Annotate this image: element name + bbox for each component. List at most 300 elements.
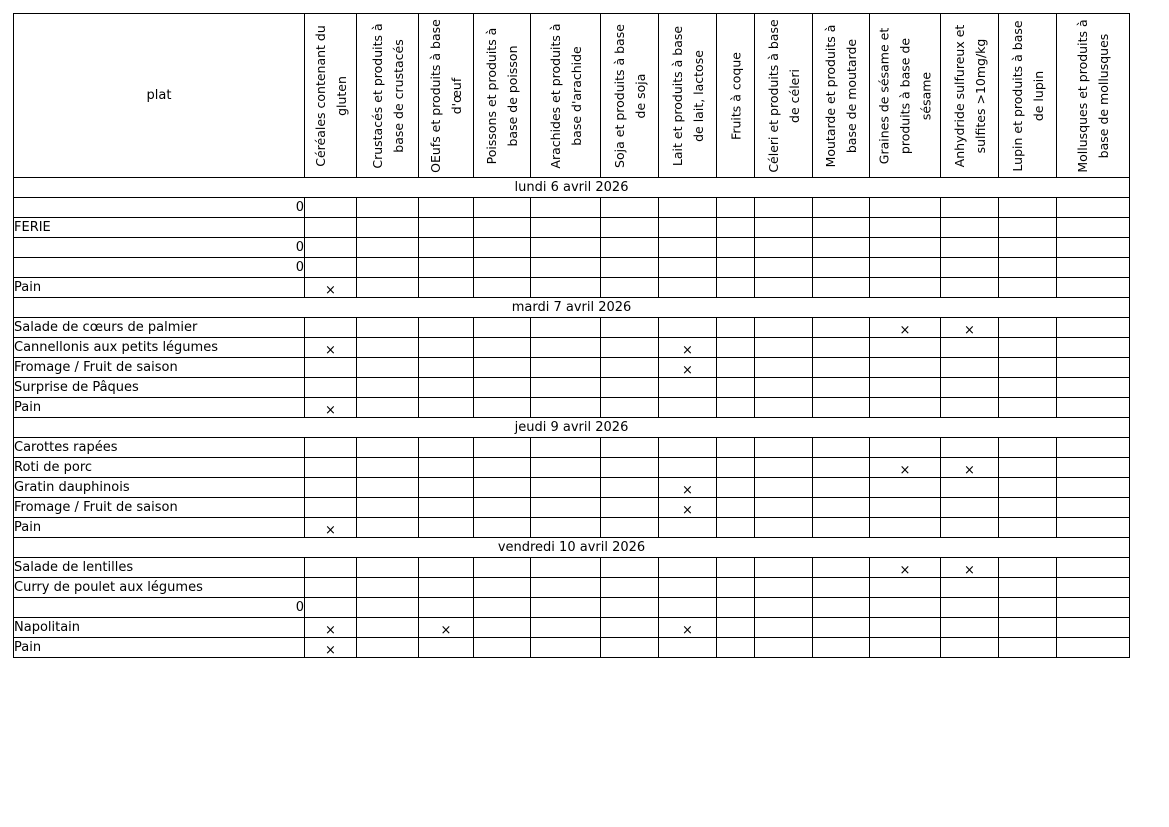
allergen-cell bbox=[755, 198, 813, 218]
allergen-cell bbox=[357, 338, 419, 358]
allergen-cell bbox=[813, 598, 870, 618]
allergen-cell bbox=[999, 478, 1057, 498]
allergen-cell bbox=[941, 378, 999, 398]
allergen-header bbox=[419, 14, 474, 178]
allergen-cell bbox=[870, 438, 941, 458]
allergen-cell bbox=[755, 378, 813, 398]
allergen-cell bbox=[531, 518, 601, 538]
allergen-cell bbox=[813, 438, 870, 458]
allergen-cell bbox=[813, 378, 870, 398]
allergen-cell bbox=[813, 398, 870, 418]
allergen-mark: × bbox=[305, 338, 357, 358]
allergen-cell bbox=[601, 558, 659, 578]
allergen-cell bbox=[870, 358, 941, 378]
allergen-cell bbox=[357, 358, 419, 378]
allergen-cell bbox=[474, 238, 531, 258]
dish-name: Fromage / Fruit de saison bbox=[14, 498, 305, 518]
table-row bbox=[14, 638, 1130, 658]
allergen-cell bbox=[419, 458, 474, 478]
allergen-cell bbox=[941, 358, 999, 378]
allergen-cell bbox=[717, 338, 755, 358]
allergen-cell bbox=[870, 518, 941, 538]
allergen-cell bbox=[755, 618, 813, 638]
allergen-cell bbox=[474, 518, 531, 538]
allergen-cell bbox=[755, 358, 813, 378]
allergen-cell bbox=[941, 278, 999, 298]
allergen-cell bbox=[531, 478, 601, 498]
allergen-cell bbox=[419, 318, 474, 338]
allergen-cell bbox=[531, 638, 601, 658]
allergen-cell bbox=[1057, 558, 1130, 578]
allergen-cell bbox=[659, 578, 717, 598]
allergen-header-label: Poissons et produits à base de poisson bbox=[484, 27, 520, 164]
table-row bbox=[14, 278, 1130, 298]
allergen-cell bbox=[870, 278, 941, 298]
dish-name: Gratin dauphinois bbox=[14, 478, 305, 498]
allergen-cell bbox=[659, 238, 717, 258]
allergen-cell bbox=[813, 218, 870, 238]
allergen-cell bbox=[601, 478, 659, 498]
allergen-cell bbox=[813, 238, 870, 258]
table-row bbox=[14, 558, 1130, 578]
allergen-cell bbox=[941, 518, 999, 538]
allergen-cell bbox=[755, 578, 813, 598]
allergen-cell bbox=[601, 198, 659, 218]
allergen-mark: × bbox=[305, 278, 357, 298]
allergen-cell bbox=[474, 558, 531, 578]
table-row bbox=[14, 398, 1130, 418]
dish-name: Pain bbox=[14, 638, 305, 658]
allergen-cell bbox=[717, 378, 755, 398]
allergen-mark: × bbox=[305, 638, 357, 658]
allergen-header-label: Fruits à coque bbox=[728, 51, 743, 140]
allergen-cell bbox=[813, 498, 870, 518]
allergen-cell bbox=[941, 618, 999, 638]
allergen-cell bbox=[1057, 578, 1130, 598]
allergen-cell bbox=[755, 318, 813, 338]
allergen-cell bbox=[419, 338, 474, 358]
allergen-cell bbox=[870, 618, 941, 638]
allergen-cell bbox=[305, 358, 357, 378]
allergen-cell bbox=[305, 458, 357, 478]
allergen-cell bbox=[474, 338, 531, 358]
allergen-cell bbox=[419, 478, 474, 498]
allergen-cell bbox=[357, 438, 419, 458]
allergen-cell bbox=[717, 358, 755, 378]
allergen-header bbox=[357, 14, 419, 178]
allergen-cell bbox=[531, 378, 601, 398]
allergen-cell bbox=[474, 598, 531, 618]
allergen-cell bbox=[357, 578, 419, 598]
dish-name: Carottes rapées bbox=[14, 438, 305, 458]
allergen-cell bbox=[1057, 338, 1130, 358]
table-row bbox=[14, 238, 1130, 258]
allergen-cell bbox=[717, 458, 755, 478]
allergen-cell bbox=[813, 358, 870, 378]
allergen-cell bbox=[941, 258, 999, 278]
table-row bbox=[14, 198, 1130, 218]
allergen-cell bbox=[659, 558, 717, 578]
allergen-cell bbox=[305, 318, 357, 338]
allergen-cell bbox=[870, 258, 941, 278]
allergen-cell bbox=[717, 438, 755, 458]
dish-name: 0 bbox=[14, 238, 305, 258]
allergen-cell bbox=[659, 218, 717, 238]
allergen-cell bbox=[305, 238, 357, 258]
allergen-mark: × bbox=[941, 458, 999, 478]
allergen-cell bbox=[601, 238, 659, 258]
table-row bbox=[14, 578, 1130, 598]
allergen-cell bbox=[601, 278, 659, 298]
allergen-cell bbox=[531, 338, 601, 358]
allergen-cell bbox=[999, 278, 1057, 298]
allergen-cell bbox=[305, 598, 357, 618]
allergen-cell bbox=[474, 638, 531, 658]
day-row bbox=[14, 178, 1130, 198]
allergen-cell bbox=[1057, 358, 1130, 378]
allergen-cell bbox=[357, 238, 419, 258]
allergen-mark: × bbox=[659, 358, 717, 378]
plat-header: plat bbox=[14, 14, 305, 178]
allergen-header-label: Graines de sésame et produits à base de sésame bbox=[876, 27, 934, 164]
table-row bbox=[14, 618, 1130, 638]
allergen-cell bbox=[474, 478, 531, 498]
allergen-cell bbox=[357, 398, 419, 418]
allergen-cell bbox=[870, 578, 941, 598]
day-label: vendredi 10 avril 2026 bbox=[14, 538, 1130, 558]
allergen-mark: × bbox=[659, 478, 717, 498]
allergen-cell bbox=[474, 398, 531, 418]
allergen-cell bbox=[717, 198, 755, 218]
table-row bbox=[14, 598, 1130, 618]
allergen-cell bbox=[531, 458, 601, 478]
allergen-header bbox=[1057, 14, 1130, 178]
allergen-cell bbox=[999, 558, 1057, 578]
allergen-cell bbox=[813, 478, 870, 498]
allergen-mark: × bbox=[659, 498, 717, 518]
allergen-cell bbox=[601, 338, 659, 358]
allergen-header-label: OEufs et produits à base d'œuf bbox=[428, 18, 464, 173]
day-label: jeudi 9 avril 2026 bbox=[14, 418, 1130, 438]
table-row bbox=[14, 478, 1130, 498]
allergen-cell bbox=[717, 218, 755, 238]
allergen-mark: × bbox=[870, 318, 941, 338]
allergen-cell bbox=[999, 438, 1057, 458]
allergen-cell bbox=[999, 238, 1057, 258]
allergen-cell bbox=[601, 378, 659, 398]
allergen-cell bbox=[659, 458, 717, 478]
allergen-cell bbox=[305, 258, 357, 278]
allergen-cell bbox=[531, 558, 601, 578]
allergen-cell bbox=[1057, 618, 1130, 638]
allergen-cell bbox=[357, 518, 419, 538]
allergen-header-label: Soja et produits à base de soja bbox=[611, 23, 648, 168]
allergen-cell bbox=[419, 358, 474, 378]
allergen-cell bbox=[474, 618, 531, 638]
allergen-cell bbox=[999, 458, 1057, 478]
allergen-mark: × bbox=[941, 558, 999, 578]
allergen-cell bbox=[474, 378, 531, 398]
allergen-header bbox=[870, 14, 941, 178]
allergen-mark: × bbox=[870, 558, 941, 578]
allergen-cell bbox=[813, 318, 870, 338]
table-row bbox=[14, 218, 1130, 238]
allergen-cell bbox=[474, 578, 531, 598]
allergen-cell bbox=[474, 218, 531, 238]
table-row bbox=[14, 338, 1130, 358]
allergen-cell bbox=[755, 558, 813, 578]
allergen-cell bbox=[474, 278, 531, 298]
allergen-cell bbox=[474, 198, 531, 218]
dish-name: Pain bbox=[14, 398, 305, 418]
allergen-cell bbox=[601, 638, 659, 658]
allergen-cell bbox=[999, 338, 1057, 358]
allergen-cell bbox=[941, 638, 999, 658]
allergen-cell bbox=[419, 598, 474, 618]
allergen-cell bbox=[357, 638, 419, 658]
allergen-mark: × bbox=[305, 398, 357, 418]
allergen-cell bbox=[813, 578, 870, 598]
allergen-cell bbox=[755, 398, 813, 418]
allergen-header-label: Moutarde et produits à base de moutarde bbox=[823, 24, 859, 167]
allergen-cell bbox=[941, 498, 999, 518]
allergen-cell bbox=[305, 478, 357, 498]
allergen-cell bbox=[717, 398, 755, 418]
dish-name: Salade de lentilles bbox=[14, 558, 305, 578]
allergen-cell bbox=[870, 238, 941, 258]
allergen-cell bbox=[717, 578, 755, 598]
allergen-cell bbox=[717, 318, 755, 338]
allergen-cell bbox=[870, 338, 941, 358]
dish-name: Fromage / Fruit de saison bbox=[14, 358, 305, 378]
allergen-cell bbox=[601, 498, 659, 518]
dish-name: Cannellonis aux petits légumes bbox=[14, 338, 305, 358]
allergen-cell bbox=[813, 558, 870, 578]
allergen-cell bbox=[305, 578, 357, 598]
allergen-cell bbox=[999, 218, 1057, 238]
allergen-cell bbox=[717, 638, 755, 658]
allergen-cell bbox=[419, 198, 474, 218]
allergen-header bbox=[305, 14, 357, 178]
allergen-cell bbox=[305, 438, 357, 458]
allergen-cell bbox=[999, 378, 1057, 398]
allergen-cell bbox=[357, 218, 419, 238]
allergen-cell bbox=[1057, 458, 1130, 478]
allergen-cell bbox=[531, 198, 601, 218]
allergen-cell bbox=[419, 238, 474, 258]
dish-name: Napolitain bbox=[14, 618, 305, 638]
allergen-cell bbox=[357, 598, 419, 618]
allergen-header-label: Mollusques et produits à base de mollusques bbox=[1075, 18, 1111, 173]
day-row bbox=[14, 298, 1130, 318]
allergen-cell bbox=[999, 518, 1057, 538]
allergen-header bbox=[999, 14, 1057, 178]
allergen-cell bbox=[870, 598, 941, 618]
allergen-cell bbox=[717, 598, 755, 618]
allergen-cell bbox=[474, 458, 531, 478]
allergen-cell bbox=[474, 358, 531, 378]
allergen-cell bbox=[531, 358, 601, 378]
allergen-cell bbox=[659, 638, 717, 658]
allergen-cell bbox=[870, 218, 941, 238]
allergen-cell bbox=[601, 318, 659, 338]
allergen-cell bbox=[717, 478, 755, 498]
allergen-cell bbox=[659, 398, 717, 418]
allergen-cell bbox=[999, 198, 1057, 218]
allergen-mark: × bbox=[941, 318, 999, 338]
allergen-cell bbox=[1057, 498, 1130, 518]
allergen-cell bbox=[1057, 198, 1130, 218]
allergen-cell bbox=[531, 238, 601, 258]
allergen-header bbox=[601, 14, 659, 178]
allergen-header bbox=[717, 14, 755, 178]
allergen-cell bbox=[941, 478, 999, 498]
allergen-cell bbox=[755, 278, 813, 298]
allergen-table bbox=[13, 13, 1130, 658]
allergen-cell bbox=[305, 218, 357, 238]
allergen-cell bbox=[601, 218, 659, 238]
allergen-cell bbox=[531, 438, 601, 458]
allergen-cell bbox=[601, 618, 659, 638]
allergen-cell bbox=[474, 258, 531, 278]
allergen-cell bbox=[659, 598, 717, 618]
allergen-cell bbox=[813, 278, 870, 298]
allergen-header bbox=[659, 14, 717, 178]
allergen-cell bbox=[601, 578, 659, 598]
allergen-cell bbox=[659, 198, 717, 218]
table-row bbox=[14, 358, 1130, 378]
allergen-cell bbox=[999, 258, 1057, 278]
allergen-cell bbox=[531, 398, 601, 418]
allergen-header bbox=[813, 14, 870, 178]
allergen-cell bbox=[659, 278, 717, 298]
allergen-cell bbox=[601, 258, 659, 278]
allergen-cell bbox=[870, 638, 941, 658]
allergen-cell bbox=[717, 498, 755, 518]
allergen-header bbox=[531, 14, 601, 178]
dish-name: Curry de poulet aux légumes bbox=[14, 578, 305, 598]
allergen-cell bbox=[941, 338, 999, 358]
table-row bbox=[14, 318, 1130, 338]
allergen-cell bbox=[813, 458, 870, 478]
allergen-mark: × bbox=[870, 458, 941, 478]
dish-name: Roti de porc bbox=[14, 458, 305, 478]
allergen-cell bbox=[1057, 598, 1130, 618]
allergen-cell bbox=[419, 518, 474, 538]
header-row bbox=[14, 14, 1130, 178]
allergen-cell bbox=[717, 558, 755, 578]
allergen-cell bbox=[659, 258, 717, 278]
allergen-cell bbox=[357, 498, 419, 518]
allergen-cell bbox=[357, 198, 419, 218]
allergen-cell bbox=[755, 438, 813, 458]
allergen-cell bbox=[870, 398, 941, 418]
allergen-mark: × bbox=[305, 518, 357, 538]
allergen-mark: × bbox=[659, 338, 717, 358]
allergen-cell bbox=[941, 598, 999, 618]
allergen-cell bbox=[1057, 238, 1130, 258]
allergen-cell bbox=[813, 338, 870, 358]
table-row bbox=[14, 498, 1130, 518]
allergen-header-label: Céleri et produits à base de céleri bbox=[765, 18, 802, 173]
allergen-header bbox=[755, 14, 813, 178]
allergen-cell bbox=[1057, 258, 1130, 278]
day-row bbox=[14, 418, 1130, 438]
allergen-cell bbox=[419, 378, 474, 398]
allergen-cell bbox=[305, 198, 357, 218]
allergen-cell bbox=[357, 618, 419, 638]
allergen-cell bbox=[1057, 438, 1130, 458]
allergen-cell bbox=[419, 218, 474, 238]
day-label: lundi 6 avril 2026 bbox=[14, 178, 1130, 198]
dish-name: FERIE bbox=[14, 218, 305, 238]
allergen-header-label: Crustacés et produits à base de crustacés bbox=[369, 22, 406, 169]
allergen-cell bbox=[813, 258, 870, 278]
allergen-cell bbox=[531, 578, 601, 598]
allergen-cell bbox=[755, 518, 813, 538]
allergen-cell bbox=[305, 498, 357, 518]
allergen-header-label: Céréales contenant du gluten bbox=[312, 24, 349, 167]
allergen-cell bbox=[357, 258, 419, 278]
allergen-cell bbox=[941, 238, 999, 258]
allergen-cell bbox=[717, 238, 755, 258]
allergen-cell bbox=[1057, 478, 1130, 498]
allergen-cell bbox=[357, 478, 419, 498]
allergen-cell bbox=[419, 558, 474, 578]
allergen-cell bbox=[1057, 638, 1130, 658]
allergen-header-label: Lupin et produits à base de lupin bbox=[1009, 19, 1046, 172]
allergen-cell bbox=[717, 258, 755, 278]
dish-name: Pain bbox=[14, 518, 305, 538]
allergen-cell bbox=[357, 458, 419, 478]
dish-name: Salade de cœurs de palmier bbox=[14, 318, 305, 338]
allergen-cell bbox=[755, 338, 813, 358]
allergen-cell bbox=[999, 598, 1057, 618]
dish-name: 0 bbox=[14, 198, 305, 218]
allergen-cell bbox=[717, 518, 755, 538]
allergen-cell bbox=[999, 618, 1057, 638]
allergen-cell bbox=[999, 358, 1057, 378]
allergen-cell bbox=[717, 278, 755, 298]
allergen-cell bbox=[870, 498, 941, 518]
allergen-cell bbox=[941, 438, 999, 458]
table-row bbox=[14, 458, 1130, 478]
allergen-cell bbox=[1057, 218, 1130, 238]
allergen-cell bbox=[941, 218, 999, 238]
allergen-cell bbox=[419, 638, 474, 658]
allergen-cell bbox=[419, 498, 474, 518]
allergen-cell bbox=[999, 578, 1057, 598]
allergen-cell bbox=[870, 378, 941, 398]
allergen-cell bbox=[659, 378, 717, 398]
allergen-cell bbox=[659, 318, 717, 338]
dish-name: 0 bbox=[14, 598, 305, 618]
allergen-cell bbox=[755, 458, 813, 478]
dish-name: Pain bbox=[14, 278, 305, 298]
allergen-cell bbox=[941, 578, 999, 598]
allergen-cell bbox=[755, 598, 813, 618]
allergen-cell bbox=[419, 578, 474, 598]
allergen-cell bbox=[419, 438, 474, 458]
allergen-cell bbox=[659, 518, 717, 538]
allergen-cell bbox=[755, 478, 813, 498]
allergen-cell bbox=[999, 638, 1057, 658]
allergen-cell bbox=[755, 258, 813, 278]
allergen-header-label: Lait et produits à base de lait, lactose bbox=[669, 25, 706, 166]
allergen-cell bbox=[1057, 398, 1130, 418]
allergen-cell bbox=[601, 358, 659, 378]
allergen-cell bbox=[999, 318, 1057, 338]
